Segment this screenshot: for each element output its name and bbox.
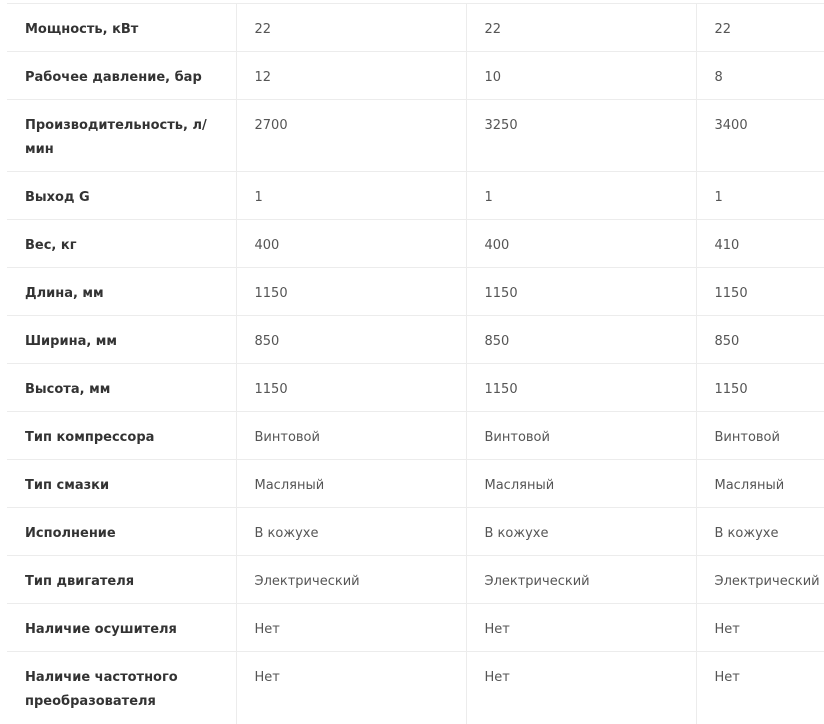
cell-value: 3400 — [696, 100, 824, 172]
row-label: Выход G — [7, 172, 236, 220]
cell-value: 12 — [236, 52, 466, 100]
specs-table-wrapper — [7, 3, 824, 724]
cell-value: Масляный — [236, 460, 466, 508]
table-row — [7, 172, 824, 220]
row-label: Мощность, кВт — [7, 4, 236, 52]
cell-value: 22 — [466, 4, 696, 52]
table-row — [7, 556, 824, 604]
table-row — [7, 220, 824, 268]
cell-value: Нет — [696, 652, 824, 724]
specs-table — [7, 3, 824, 724]
cell-value: Нет — [696, 604, 824, 652]
row-label: Ширина, мм — [7, 316, 236, 364]
cell-value: Нет — [466, 652, 696, 724]
cell-value: 1150 — [236, 268, 466, 316]
cell-value: 1150 — [696, 268, 824, 316]
cell-value: 1150 — [696, 364, 824, 412]
cell-value: Масляный — [696, 460, 824, 508]
cell-value: Нет — [236, 604, 466, 652]
cell-value: Электрический — [236, 556, 466, 604]
cell-value: 3250 — [466, 100, 696, 172]
cell-value: 10 — [466, 52, 696, 100]
table-row — [7, 268, 824, 316]
table-row — [7, 508, 824, 556]
cell-value: 1 — [696, 172, 824, 220]
cell-value: 850 — [236, 316, 466, 364]
row-label: Рабочее давление, бар — [7, 52, 236, 100]
row-label: Вес, кг — [7, 220, 236, 268]
cell-value: Электрический — [696, 556, 824, 604]
row-label: Наличие частотного преобразователя — [7, 652, 236, 724]
table-row — [7, 100, 824, 172]
row-label: Длина, мм — [7, 268, 236, 316]
table-row — [7, 460, 824, 508]
cell-value: 850 — [696, 316, 824, 364]
table-row — [7, 652, 824, 724]
row-label: Наличие осушителя — [7, 604, 236, 652]
table-row — [7, 412, 824, 460]
cell-value: 850 — [466, 316, 696, 364]
cell-value: 22 — [236, 4, 466, 52]
table-row — [7, 4, 824, 52]
cell-value: Винтовой — [236, 412, 466, 460]
row-label: Тип смазки — [7, 460, 236, 508]
cell-value: 1150 — [466, 268, 696, 316]
cell-value: 400 — [466, 220, 696, 268]
row-label: Производительность, л/мин — [7, 100, 236, 172]
table-row — [7, 52, 824, 100]
cell-value: 400 — [236, 220, 466, 268]
table-row — [7, 604, 824, 652]
cell-value: 8 — [696, 52, 824, 100]
row-label: Высота, мм — [7, 364, 236, 412]
row-label: Тип двигателя — [7, 556, 236, 604]
cell-value: Масляный — [466, 460, 696, 508]
table-row — [7, 364, 824, 412]
row-label: Тип компрессора — [7, 412, 236, 460]
cell-value: 1150 — [236, 364, 466, 412]
cell-value: Нет — [466, 604, 696, 652]
cell-value: Электрический — [466, 556, 696, 604]
cell-value: 1 — [466, 172, 696, 220]
cell-value: 1 — [236, 172, 466, 220]
row-label: Исполнение — [7, 508, 236, 556]
cell-value: 410 — [696, 220, 824, 268]
cell-value: В кожухе — [696, 508, 824, 556]
cell-value: В кожухе — [236, 508, 466, 556]
cell-value: 2700 — [236, 100, 466, 172]
cell-value: В кожухе — [466, 508, 696, 556]
cell-value: 22 — [696, 4, 824, 52]
cell-value: Нет — [236, 652, 466, 724]
cell-value: 1150 — [466, 364, 696, 412]
table-row — [7, 316, 824, 364]
cell-value: Винтовой — [696, 412, 824, 460]
cell-value: Винтовой — [466, 412, 696, 460]
